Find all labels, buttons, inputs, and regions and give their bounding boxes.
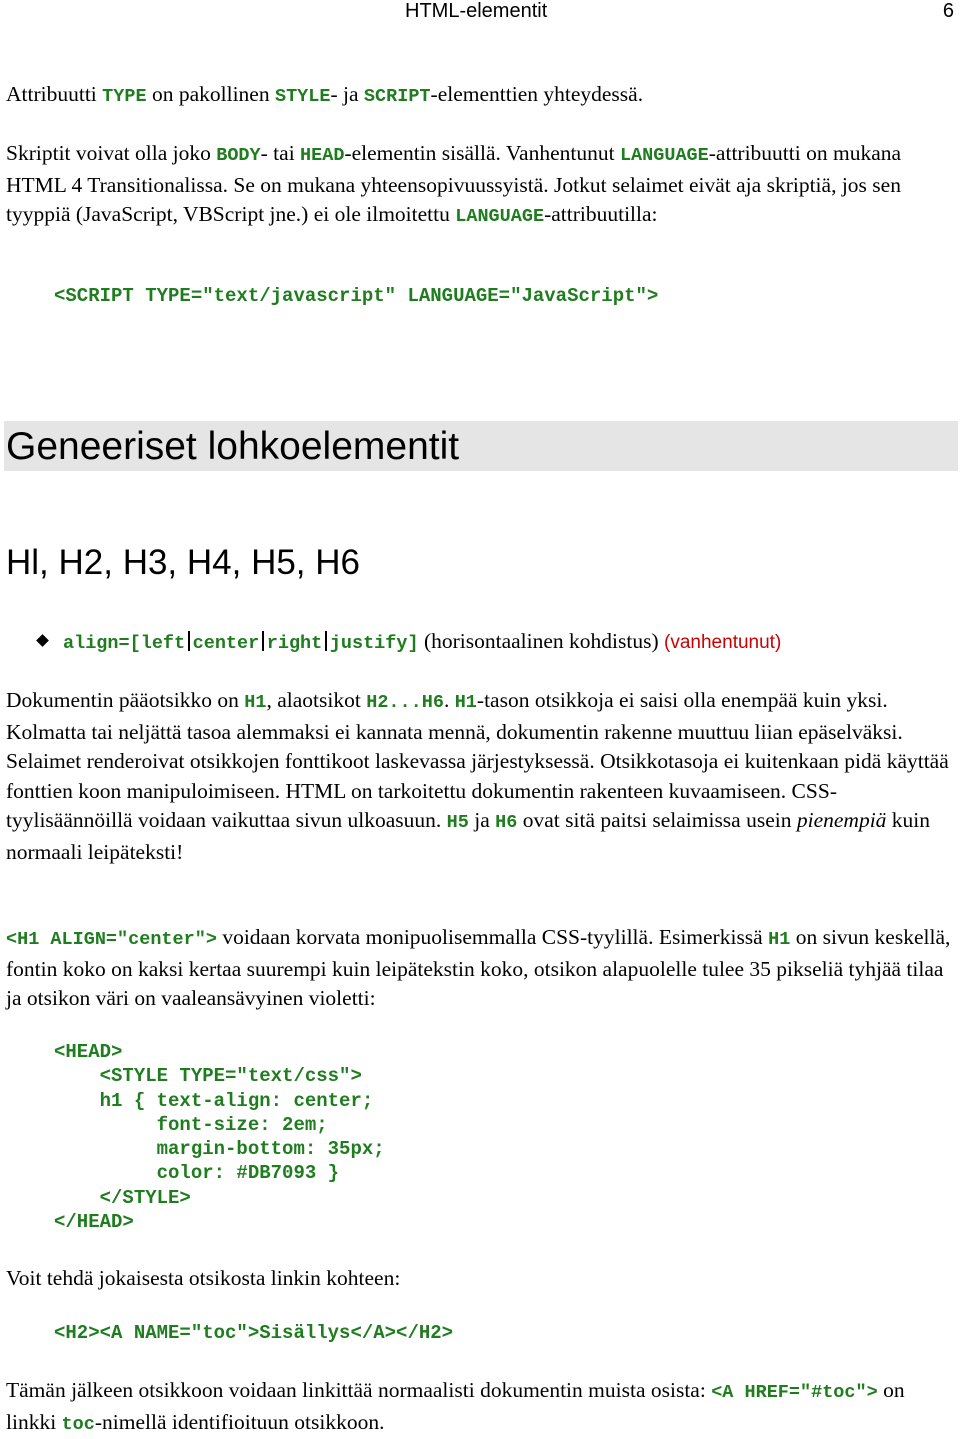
code-anchor-example: <H2><A NAME="toc">Sisällys</A></H2> xyxy=(54,1322,454,1344)
attribute-syntax: align=[left center right justify] xyxy=(63,633,419,654)
paragraph-script-placement: Skriptit voivat olla joko BODY- tai HEAD-elementin sisällä. Vanhentunut LANGUAGE-attribuutti on mukana HTML 4 Transitionalissa. Se on mukana yhteensopivuussyistä. Jotkut selaimet eivät aja skriptiä, jos sen tyyppiä (JavaScript, VBScript jne.) ei ole ilmoitettu LANGUAGE-attribuutilla: xyxy=(6,141,902,227)
subsection-title: Hl, H2, H3, H4, H5, H6 xyxy=(6,543,360,582)
deprecated-label: (vanhentunut) xyxy=(664,632,782,653)
paragraph-heading-levels: Dokumentin pääotsikko on H1, alaotsikot H2...H6. H1-tason otsikkoja ei saisi olla enempää kuin yksi. Kolmatta tai neljättä tasoa alemmaksi ei kannata mennä, dokumentin rakenne muuttuu liian epäselväksi. Selaimet renderoivat otsikkojen fonttikoot laskevassa järjestyksessä. Otsikkotasoja ei kuitenkaan pidä käyttää fonttien koon manipuloimiseen. HTML on tarkoitettu dokumentin rakenteen kuvaamiseen. CSS-tyylisäännöillä voidaan vaikuttaa sivun ulkoasuun. H5 ja H6 ovat sitä paitsi selaimissa usein pienempiä kuin normaali leipäteksti! xyxy=(6,688,949,864)
paragraph-type-attribute: Attribuutti TYPE on pakollinen STYLE- ja SCRIPT-elementtien yhteydessä. xyxy=(6,82,644,107)
header-title: HTML-elementit xyxy=(405,0,548,22)
section-title: Geneeriset lohkoelementit xyxy=(6,425,460,468)
page-header xyxy=(0,0,960,26)
paragraph-link-usage: Tämän jälkeen otsikkoon voidaan linkittää normaalisti dokumentin muista osista: <A HREF="#toc"> on linkki toc-nimellä identifioituun otsikkoon. xyxy=(6,1378,905,1435)
paragraph-css-alternative: <H1 ALIGN="center"> voidaan korvata monipuolisemmalla CSS-tyylillä. Esimerkissä H1 on sivun keskellä, fontin koko on kaksi kertaa suurempi kuin leipätekstin koko, otsikon alapuolelle tulee 35 pikseliä tyhjää tilaa ja otsikon väri on vaaleansävyinen violetti: xyxy=(6,925,951,1010)
paragraph-link-target: Voit tehdä jokaisesta otsikosta linkin kohteen: xyxy=(6,1266,401,1290)
code-script-example: <SCRIPT TYPE="text/javascript" LANGUAGE="JavaScript"> xyxy=(54,285,659,307)
attribute-bullet: align=[left center right justify] (horisontaalinen kohdistus) (vanhentunut) xyxy=(38,626,781,659)
page-number: 6 xyxy=(942,0,954,22)
diamond-bullet-icon xyxy=(36,634,49,647)
code-style-example: <HEAD> <STYLE TYPE="text/css"> h1 { text-align: center; font-size: 2em; margin-bottom: 35px; color: #DB7093 } </STYLE> </HEAD> xyxy=(54,1041,385,1234)
